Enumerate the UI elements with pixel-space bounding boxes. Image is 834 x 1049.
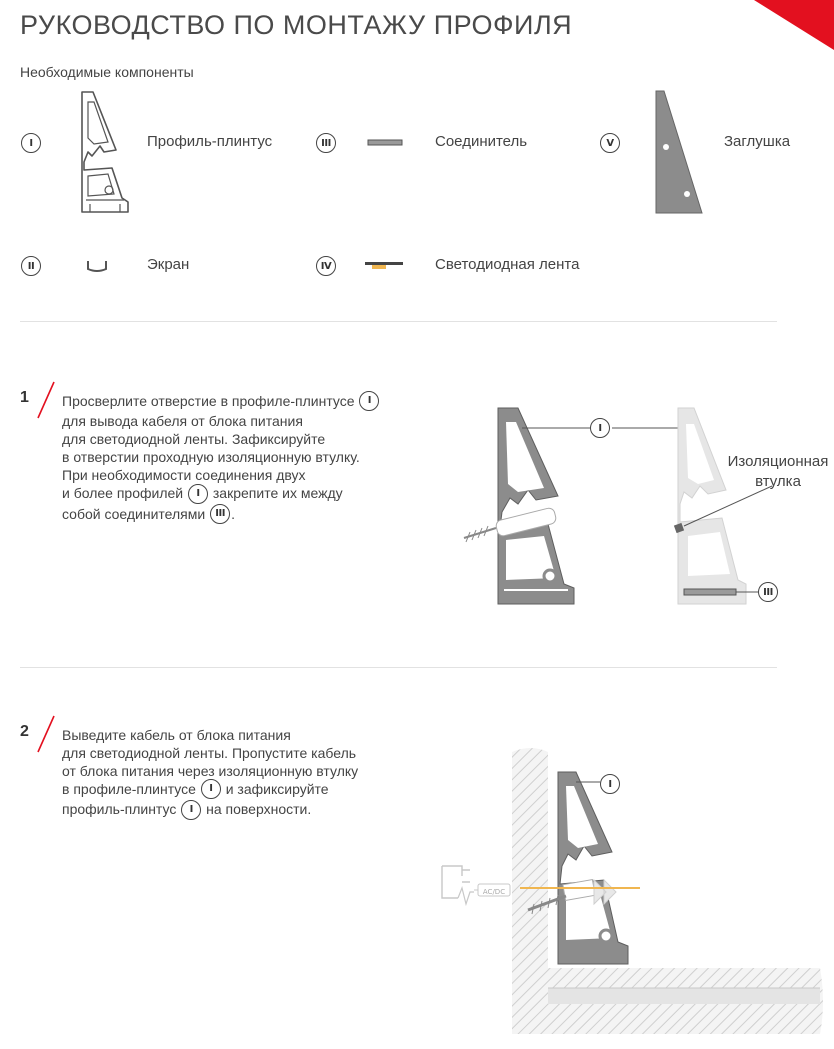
psu-label: AC/DC bbox=[482, 888, 506, 896]
led-strip-icon bbox=[364, 260, 404, 272]
diagram-ref-iii: III bbox=[758, 582, 778, 602]
brand-corner-mark bbox=[754, 0, 834, 50]
component-number-i: I bbox=[21, 133, 41, 153]
power-supply-icon bbox=[442, 866, 510, 904]
ref-i: I bbox=[181, 800, 201, 820]
step-1-slash bbox=[34, 380, 58, 420]
step-2-text: Выведите кабель от блока питания для светодиодной ленты. Пропустите кабель от блока питания через изоляционную втулку в профиле-плинтусе I и зафиксируйте профиль-плинтус I на поверхности. bbox=[62, 726, 358, 821]
ref-i: I bbox=[201, 779, 221, 799]
section-divider bbox=[20, 667, 777, 668]
ref-iii: III bbox=[210, 504, 230, 524]
diagram-ref-i: I bbox=[590, 418, 610, 438]
components-heading: Необходимые компоненты bbox=[20, 64, 194, 80]
screen-icon bbox=[86, 259, 108, 273]
component-label-end-cap: Заглушка bbox=[724, 133, 791, 150]
component-label-connector: Соединитель bbox=[435, 133, 528, 150]
page-title: РУКОВОДСТВО ПО МОНТАЖУ ПРОФИЛЯ bbox=[20, 10, 573, 40]
profile-icon bbox=[78, 90, 130, 215]
step-2-number: 2 bbox=[20, 723, 29, 740]
ref-i: I bbox=[188, 484, 208, 504]
step-1-diagram bbox=[460, 400, 790, 615]
end-cap-icon bbox=[654, 89, 704, 215]
component-number-iv: IV bbox=[316, 256, 336, 276]
component-number-iii: III bbox=[316, 133, 336, 153]
component-label-profile: Профиль-плинтус bbox=[147, 133, 273, 150]
connector-icon bbox=[367, 139, 403, 147]
component-label-led-strip: Светодиодная лента bbox=[435, 256, 580, 273]
step-2-slash bbox=[34, 714, 58, 754]
diagram-ref-i: I bbox=[600, 774, 620, 794]
component-number-v: V bbox=[600, 133, 620, 153]
component-label-screen: Экран bbox=[147, 256, 190, 273]
section-divider bbox=[20, 321, 777, 322]
step-1-number: 1 bbox=[20, 389, 29, 406]
component-number-ii: II bbox=[21, 256, 41, 276]
step-1-text: Просверлите отверстие в профиле-плинтусе I для вывода кабеля от блока питания для светодиодной ленты. Зафиксируйте в отверстии проходную изоляционную втулку. При необходимости соединения двух и более профилей I закрепите их между собой соединителями III . bbox=[62, 392, 380, 525]
ref-i: I bbox=[359, 391, 379, 411]
insulation-sleeve-callout: Изоляционная втулка bbox=[727, 453, 829, 490]
